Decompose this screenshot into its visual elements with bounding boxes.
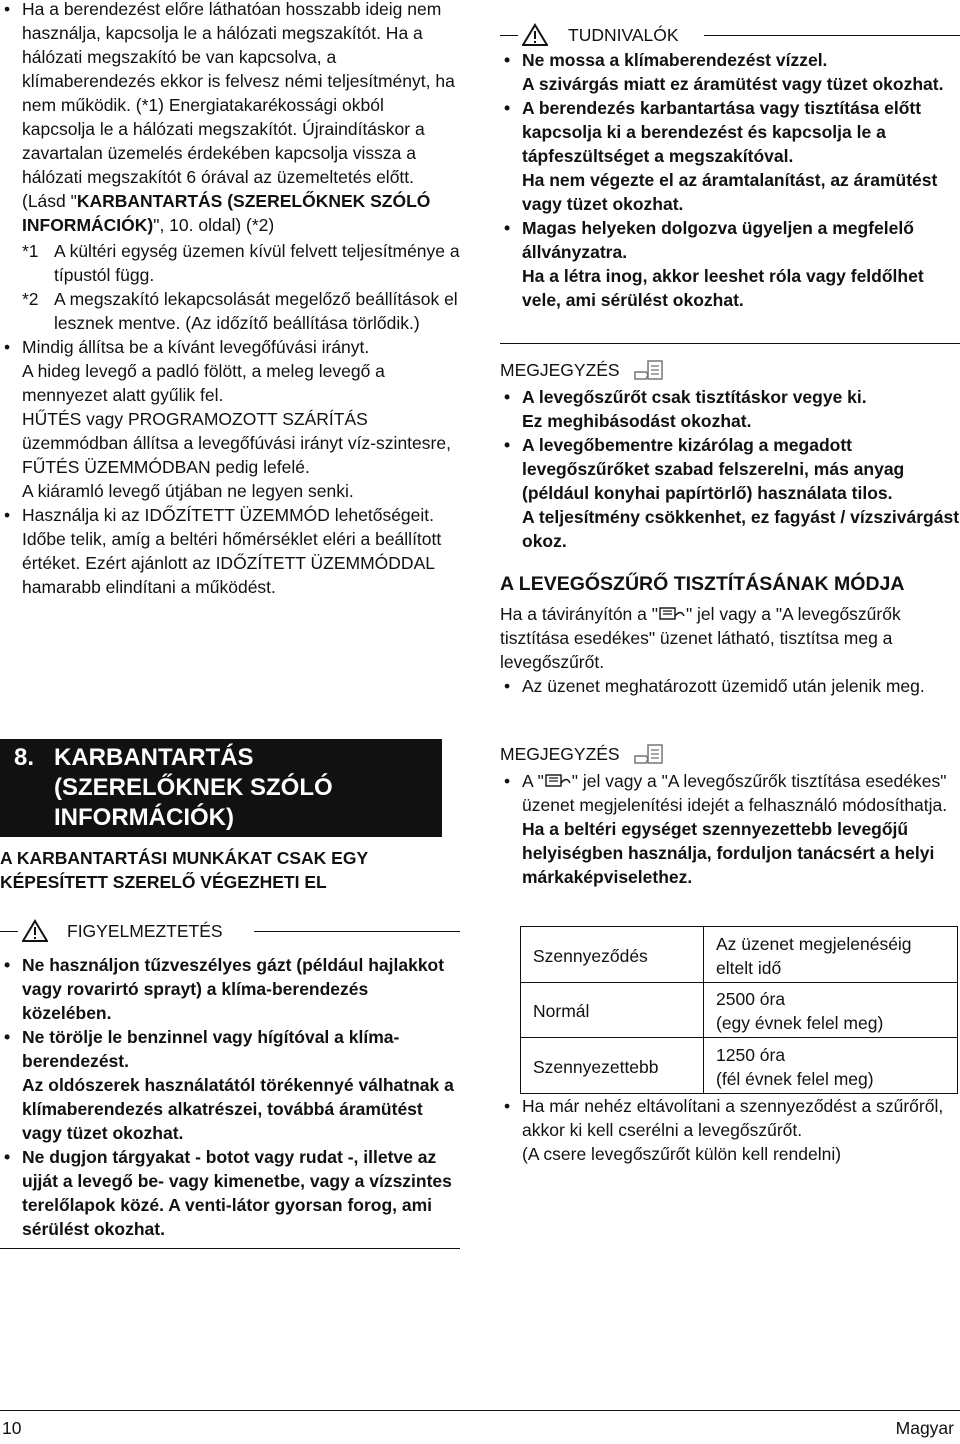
- paragraph: Az oldószerek használatától törékennyé válhatnak a klímaberendezés alkatrészei, továbbá áramütést vagy tüzet okozhat.: [22, 1075, 454, 1143]
- note-header: MEGJEGYZÉS: [500, 358, 668, 383]
- warning-item: • Ne használjon tűzveszélyes gázt (például hajlakkot vagy rovarirtó sprayt) a klíma-berendezés közelében.: [0, 953, 460, 1025]
- divider: [0, 1248, 460, 1249]
- table-row: [521, 983, 958, 1038]
- footnote-1: *1 A kültéri egység üzemen kívül felvett teljesítménye a típustól függ.: [22, 241, 460, 285]
- paragraph: A hideg levegő a padló fölött, a meleg levegő a mennyezet alatt gyűlik fel.: [22, 361, 385, 405]
- note-hand-icon: [634, 743, 668, 767]
- filter-interval-table: [520, 926, 958, 1094]
- section-bullet: • Az üzenet meghatározott üzemidő után jelenik meg.: [500, 674, 960, 698]
- paragraph: Ha nem végezte el az áramtalanítást, az áramütést vagy tüzet okozhat.: [522, 170, 938, 214]
- note-item: • A " " jel vagy a "A levegőszűrők tisztítása esedékes" üzenet megjelenítési idejét a felhasználó módosíthatja.: [500, 769, 960, 817]
- paragraph: Ha a létra inog, akkor leeshet róla vagy feldőlhet vele, ami sérülést okozhat.: [522, 266, 924, 310]
- page-number: 10: [2, 1418, 22, 1438]
- caution-item: • Ne mossa a klímaberendezést vízzel.: [500, 48, 960, 72]
- table-cell: 2500 óra (egy évnek felel meg): [704, 983, 958, 1038]
- section-heading: A LEVEGŐSZŰRŐ TISZTÍTÁSÁNAK MÓDJA: [500, 573, 905, 595]
- footer-divider: [0, 1410, 960, 1411]
- paragraph: A teljesítmény csökkenhet, ez fagyást / vízszivárgást okoz.: [522, 507, 960, 551]
- caution-item: • A berendezés karbantartása vagy tisztítása előtt kapcsolja ki a berendezést és kapcsolja le a tápfeszültséget a megszakítóval.: [500, 96, 960, 168]
- warning-item: • Ne törölje le benzinnel vagy hígítóval a klíma-berendezést.: [0, 1025, 460, 1073]
- warning-header: FIGYELMEZTETÉS: [0, 918, 460, 944]
- paragraph: Ez meghibásodást okozhat.: [522, 411, 752, 431]
- filter-sign-icon: [544, 772, 572, 790]
- caution-item: • Magas helyeken dolgozva ügyeljen a megfelelő állványzatra.: [500, 216, 960, 264]
- bullet-air-direction: • Mindig állítsa be a kívánt levegőfúvási irányt.: [0, 335, 460, 359]
- table-row: [521, 1038, 958, 1094]
- paragraph: (A csere levegőszűrőt külön kell rendelni): [522, 1144, 842, 1164]
- note-header: MEGJEGYZÉS: [500, 742, 668, 767]
- footnote-2: *2 A megszakító lekapcsolását megelőző beállítások el lesznek mentve. (Az időzítő beállítása törlődik.): [22, 289, 458, 333]
- paragraph: Időbe telik, amíg a beltéri hőmérséklet eléri a beállított értéket. Ezért ajánlott az IDŐZÍTETT ÜZEMMÓDDAL hamarabb elindítani a működést.: [22, 529, 442, 597]
- note-hand-icon: [634, 359, 668, 383]
- paragraph: A kiáramló levegő útjában ne legyen senki.: [22, 481, 354, 501]
- table-row: [521, 927, 958, 983]
- paragraph: Ha a beltéri egységet szennyezettebb levegőjű helyiségben használja, forduljon tanácsért a helyi márkaképviselethez.: [522, 819, 935, 887]
- paragraph: A szivárgás miatt ez áramütést vagy tüzet okozhat.: [522, 74, 944, 94]
- bullet-timer: • Használja ki az IDŐZÍTETT ÜZEMMÓD lehetőségeit.: [0, 503, 460, 527]
- language-label: Magyar: [895, 1418, 954, 1438]
- subheading: A KARBANTARTÁSI MUNKÁKAT CSAK EGY KÉPESÍTETT SZERELŐ VÉGEZHETI EL: [0, 848, 368, 892]
- section-paragraph: Ha a távirányítón a " " jel vagy a "A levegőszűrők tisztítása esedékes" üzenet látható, tisztítsa meg a levegőszűrőt.: [500, 604, 901, 672]
- table-cell: 1250 óra (fél évnek felel meg): [704, 1038, 958, 1094]
- caution-header: TUDNIVALÓK: [500, 22, 960, 48]
- filter-sign-icon: [658, 605, 686, 623]
- bullet-replace-filter: • Ha már nehéz eltávolítani a szennyeződést a szűrőről, akkor ki kell cserélni a levegőszűrőt.: [500, 1094, 960, 1142]
- table-cell: Szennyezettebb: [521, 1038, 704, 1094]
- intro-bullet: • Ha a berendezést előre láthatóan hosszabb ideig nem használja, kapcsolja le a hálózati megszakítót. Ha a hálózati megszakító be van kapcsolva, a klímaberendezés ekkor is felvesz némi teljesítményt, ha nem működik. (*1) Energiatakarékossági okból kapcsolja le a hálózati megszakítót. Újraindításkor a zavartalan üzemelés érdekében kapcsolja vissza a hálózati megszakítót 6 órával az üzemeltetés előtt. (Lásd "KARBANTARTÁS (SZERELŐKNEK SZÓLÓ INFORMÁCIÓK)", 10. oldal) (*2): [0, 0, 460, 237]
- chapter-heading: 8. KARBANTARTÁS (SZERELŐKNEK SZÓLÓ INFORMÁCIÓK): [0, 739, 442, 837]
- table-cell: Az üzenet megjelenéséig eltelt idő: [704, 927, 958, 983]
- warning-item: • Ne dugjon tárgyakat - botot vagy rudat -, illetve az ujját a levegő be- vagy kimenetbe, vagy a vízszintes terelőlapok közé. A venti-látor gyorsan forog, ami sérülést okozhat.: [0, 1145, 460, 1241]
- warning-triangle-icon: [22, 919, 48, 943]
- table-cell: Szennyeződés: [521, 927, 704, 983]
- divider: [500, 343, 960, 344]
- warning-triangle-icon: [522, 23, 548, 47]
- note-item: • A levegőszűrőt csak tisztításkor vegye ki.: [500, 385, 960, 409]
- paragraph: HŰTÉS vagy PROGRAMOZOTT SZÁRÍTÁS üzemmódban állítsa a levegőfúvási irányt víz-szintesre, FŰTÉS ÜZEMMÓDBAN pedig lefelé.: [22, 409, 451, 477]
- note-item: • A levegőbementre kizárólag a megadott levegőszűrőket szabad felszerelni, más anyag (például konyhai papírtörlő) használata tilos.: [500, 433, 960, 505]
- table-cell: Normál: [521, 983, 704, 1038]
